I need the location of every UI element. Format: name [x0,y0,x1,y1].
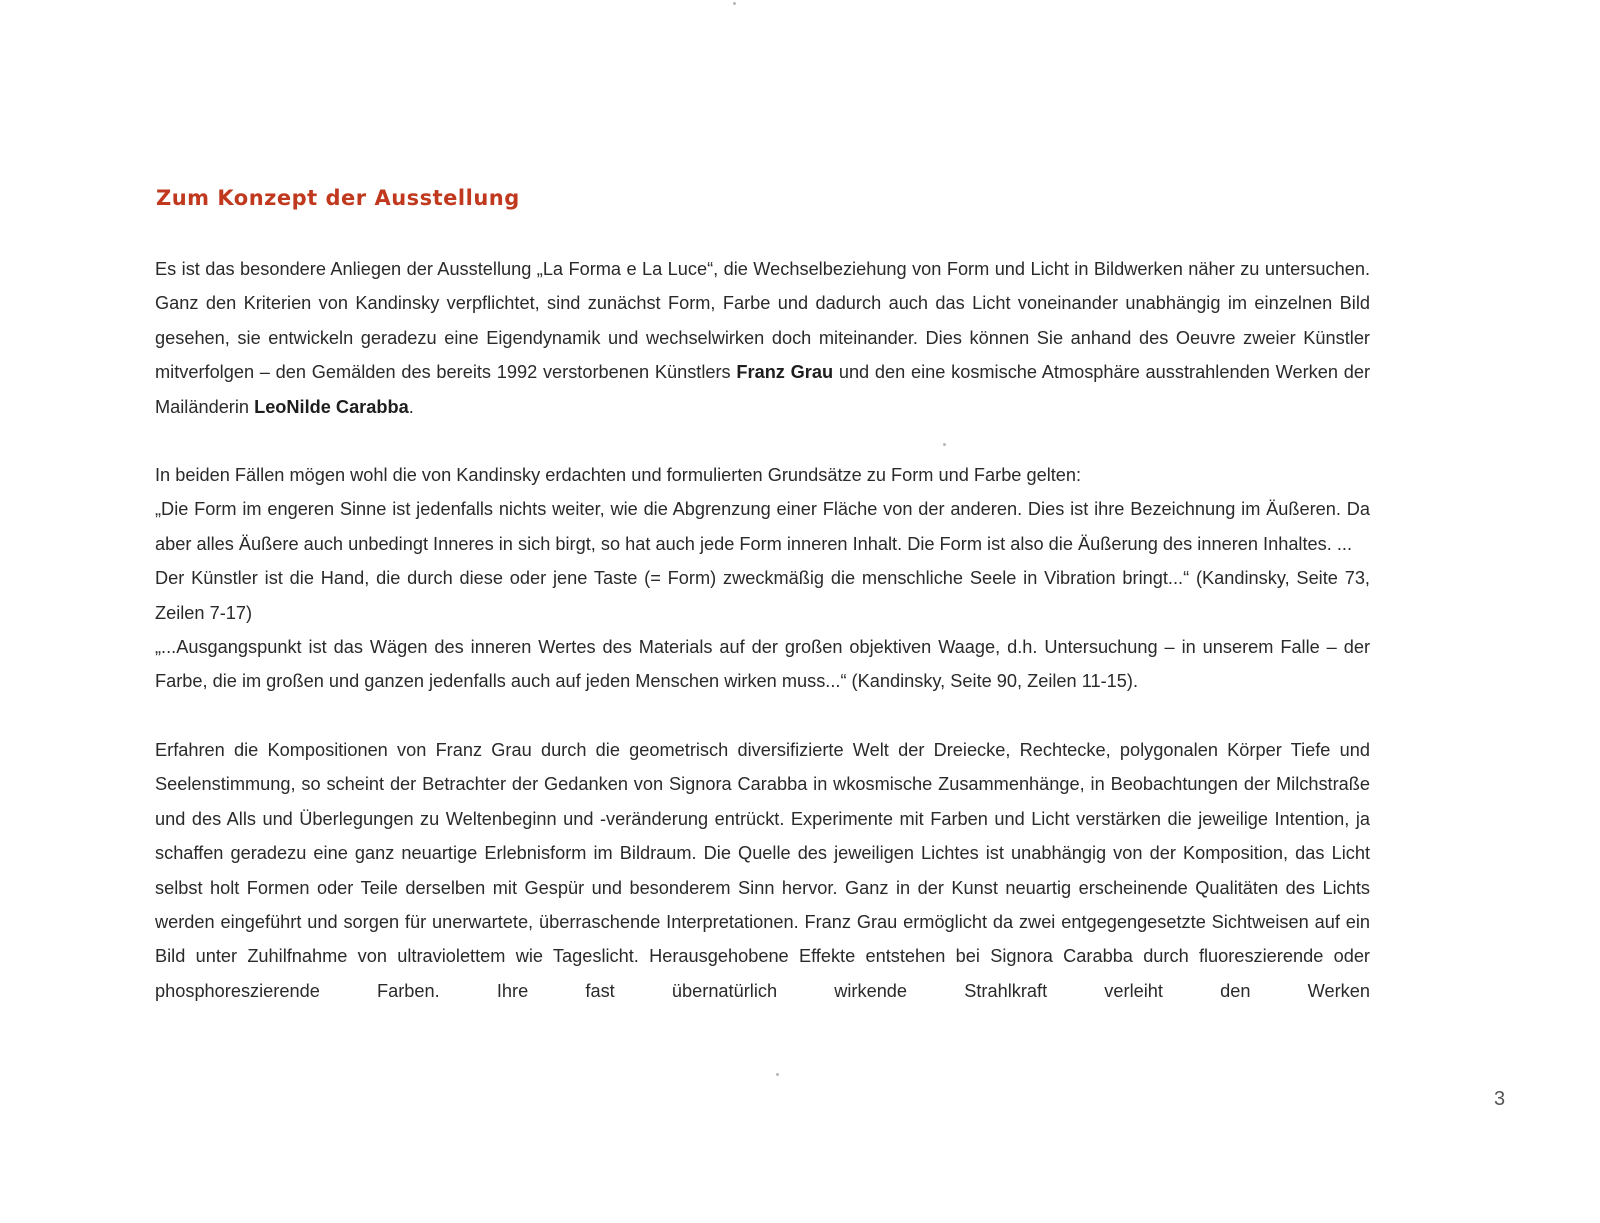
scan-speck [776,1073,779,1076]
paragraph-intro-text-2: und den eine kosmische Atmosphäre ausstrahlenden Werken der Mailänderin [155,362,1370,417]
paragraph-spacer [155,424,1370,458]
paragraph-intro [155,252,1370,424]
paragraph-intro-text-3: . [408,396,414,417]
kandinsky-quote-material: „...Ausgangspunkt ist das Wägen des inneren Wertes des Materials auf der großen objektiven Waage, d.h. Untersuchung – in unserem Falle – der Farbe, die im großen und ganzen jedenfalls auch auf jeden Menschen wirken muss...“ (Kandinsky, Seite 90, Zeilen 11-15). [155,637,1370,692]
kandinsky-intro-line: In beiden Fällen mögen wohl die von Kandinsky erdachten und formulierten Grundsätze zu Form und Farbe gelten: [155,465,1082,486]
artist-name-franz-grau: Franz Grau [736,362,834,383]
scan-speck [733,2,736,5]
artist-name-leonilde-carabba: LeoNilde Carabba [254,396,409,417]
scan-speck [943,443,946,446]
paragraph-spacer [155,699,1370,733]
paragraph-compositions: Erfahren die Kompositionen von Franz Grau durch die geometrisch diversifizierte Welt der Dreiecke, Rechtecke, polygonalen Körper Tiefe und Seelenstimmung, so scheint der Betrachter der Gedanken von Signora Carabba in wkosmische Zusammenhänge, in Beobachtungen der Milchstraße und des Alls und Überlegungen zu Weltenbeginn und -veränderung entrückt. Experimente mit Farben und Licht verstärken die jeweilige Intention, ja schaffen geradezu eine ganz neuartige Erlebnisform im Bildraum. Die Quelle des jeweiligen Lichtes ist unabhängig von der Komposition, das Licht selbst holt Formen oder Teile derselben mit Gespür und besonderem Sinn hervor. Ganz in der Kunst neuartig erscheinende Qualitäten des Lichts werden eingeführt und sorgen für unerwartete, überraschende Interpretationen. Franz Grau ermöglicht da zwei entgegengesetzte Sichtweisen auf ein Bild unter Zuhilfnahme von ultraviolettem wie Tageslicht. Herausgehobene Effekte entstehen bei Signora Carabba durch fluoreszierende oder phosphoreszierende Farben. Ihre fast übernatürlich wirkende Strahlkraft verleiht den Werken [155,739,1370,1001]
paragraph-intro-text-1: Es ist das besondere Anliegen der Ausstellung „La Forma e La Luce“, die Wechselbeziehung von Form und Licht in Bildwerken näher zu untersuchen. Ganz den Kriterien von Kandinsky verpflichtet, sind zunächst Form, Farbe und dadurch auch das Licht voneinander unabhängig im einzelnen Bild gesehen, sie entwickeln geradezu eine Eigendynamik und wechselwirken doch miteinander. Dies können Sie anhand des Oeuvre zweier Künstler mitverfolgen – den Gemälden des bereits 1992 verstorbenen Künstlers [155,259,1370,383]
body-text [155,252,1370,1008]
page-number: 3 [1494,1088,1506,1110]
kandinsky-quote-form: „Die Form im engeren Sinne ist jedenfalls nichts weiter, wie die Abgrenzung einer Fläche von der anderen. Dies ist ihre Bezeichnung im Äußeren. Da aber alles Äußere auch unbedingt Inneres in sich birgt, so hat auch jede Form inneren Inhalt. Die Form ist also die Äußerung des inneren Inhaltes. ... [155,499,1370,554]
kandinsky-quote-artist: Der Künstler ist die Hand, die durch diese oder jene Taste (= Form) zweckmäßig die menschliche Seele in Vibration bringt...“ (Kandinsky, Seite 73, Zeilen 7-17) [155,568,1370,623]
section-heading: Zum Konzept der Ausstellung [156,186,520,210]
